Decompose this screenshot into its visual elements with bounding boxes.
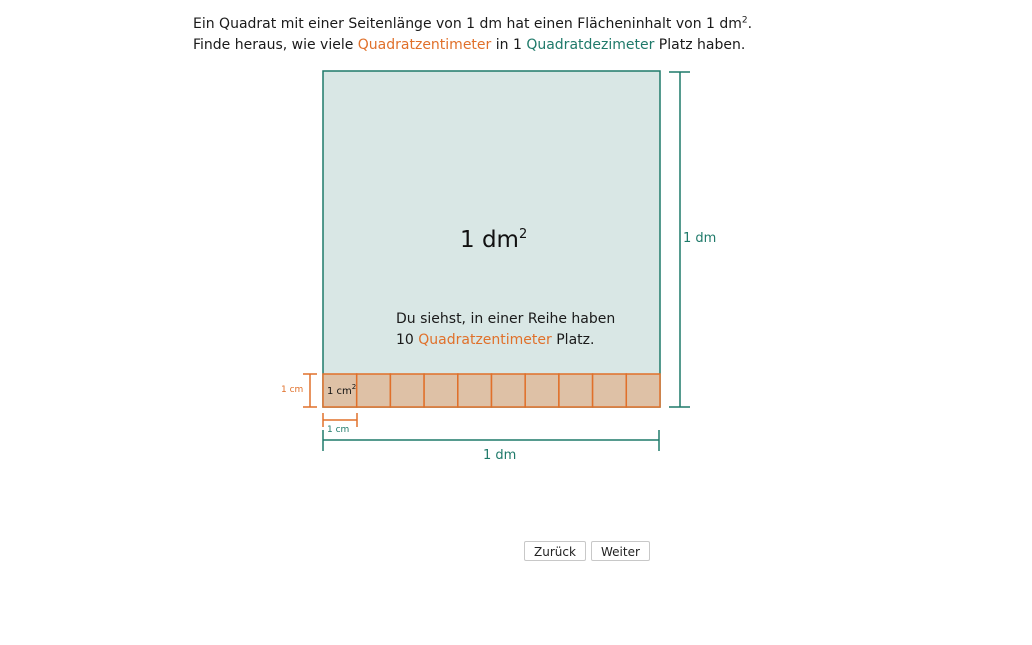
cm-square-cell [626, 374, 660, 407]
cm-square-cell [559, 374, 593, 407]
small-height-dimension [303, 374, 317, 407]
cm-square-cell [424, 374, 458, 407]
small-square-label: 1 $cm^2$ [327, 383, 357, 397]
task-line-1-sup: 2 [741, 15, 748, 26]
task-line-2-c: Platz haben. [654, 37, 746, 53]
cm-square-cell [458, 374, 492, 407]
right-dimension-label: 1 dm [683, 231, 717, 246]
note-line-1: Du siehst, in einer Reihe haben [396, 311, 616, 327]
small-height-label: 1 cm [281, 385, 304, 395]
note-line-2: 10 Quadratzentimeter Platz. [396, 332, 595, 348]
bottom-dimension-label: 1 dm [483, 448, 517, 463]
cm-square-cell [357, 374, 391, 407]
cm-square-cell [593, 374, 627, 407]
big-area-label: 1 $dm^2$ [460, 227, 528, 253]
cm-square-cell [525, 374, 559, 407]
task-line-2-a: Finde heraus, wie viele [193, 37, 358, 53]
term-quadratdezimeter: Quadratdezimeter [526, 37, 655, 53]
cm-square-row [323, 374, 660, 407]
term-quadratzentimeter: Quadratzentimeter [357, 37, 492, 53]
next-button[interactable]: Weiter [591, 541, 650, 561]
small-width-label: 1 cm [327, 425, 350, 435]
task-line-1-end: . [747, 16, 753, 32]
task-line-2-b: in 1 [491, 37, 527, 53]
back-button[interactable]: Zurück [524, 541, 586, 561]
cm-square-cell [492, 374, 526, 407]
task-line-1-text: Ein Quadrat mit einer Seitenlänge von 1 dm hat einen Flächeninhalt von 1 dm [193, 16, 742, 32]
cm-square-cell [390, 374, 424, 407]
